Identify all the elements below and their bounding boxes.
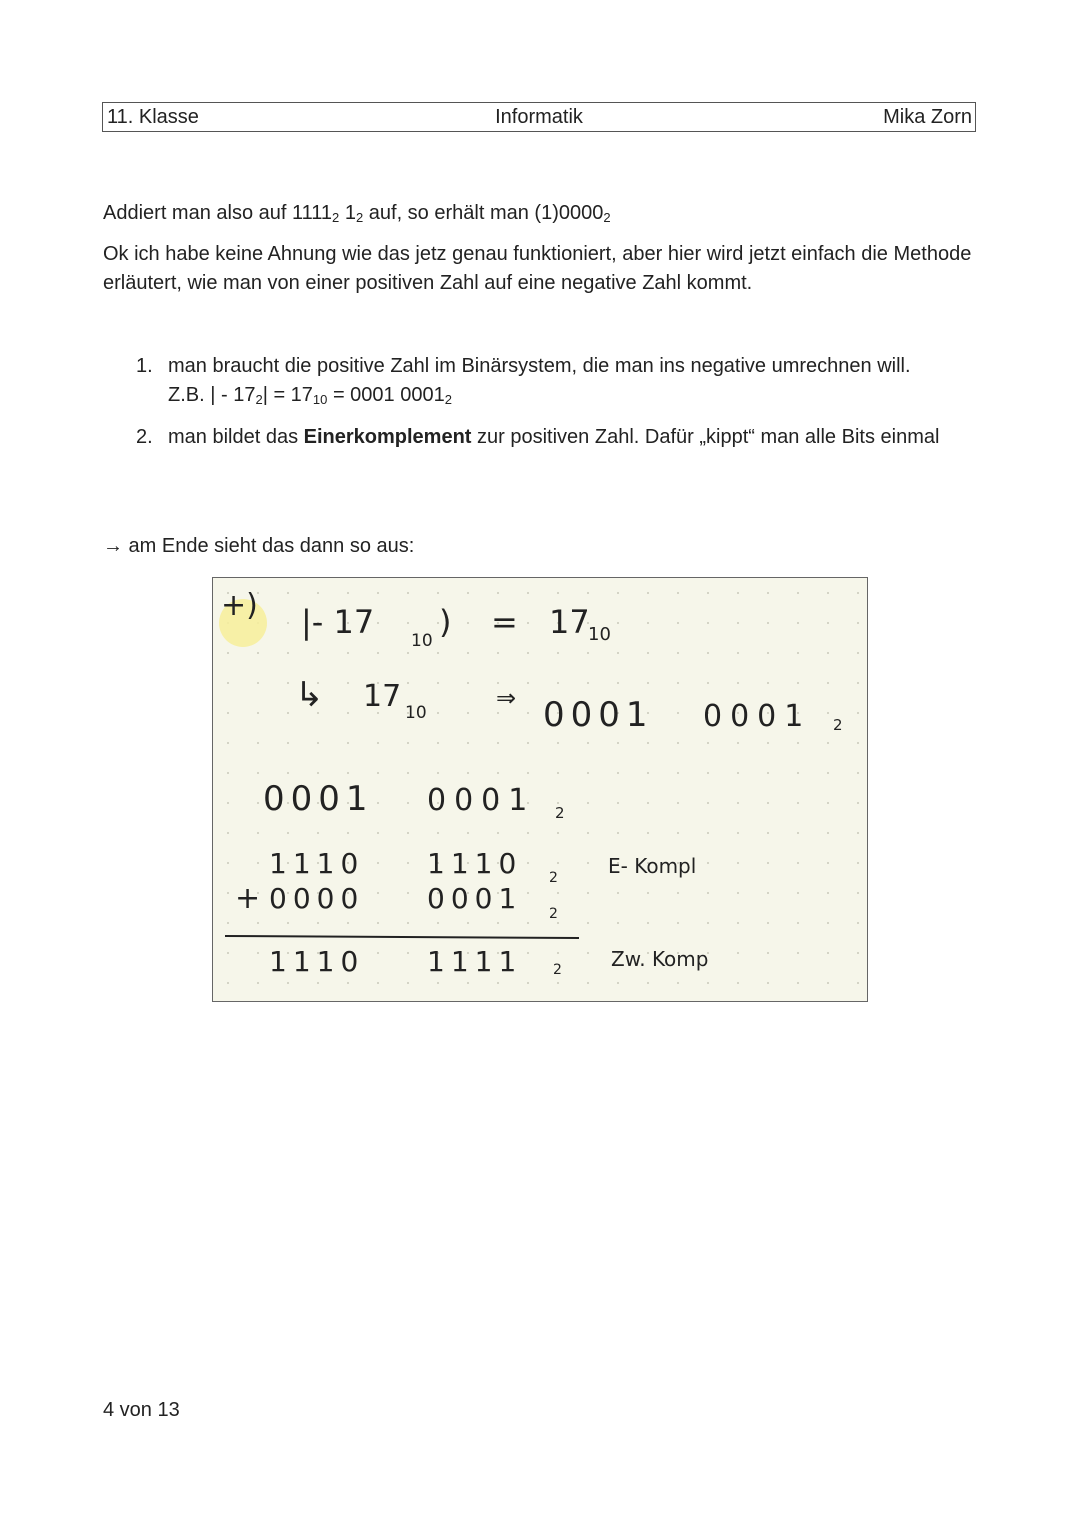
abs-close: ): [439, 603, 452, 641]
value-17: 17: [363, 679, 402, 714]
twos-complement-label: Zw. Komp: [611, 947, 709, 971]
step-1-example: Z.B. | - $17_2| = 17_{10} = 0001$ $0001_2$: [168, 384, 452, 407]
result-sub: 2: [553, 962, 562, 978]
addend-low: 0001: [427, 882, 523, 915]
intro-paragraph: Ok ich habe keine Ahnung wie das jetz genau funktioniert, aber hier wird jetzt einfach die Methode erläutert, wie man von einer positiven Zahl auf eine negative Zahl kommt.: [103, 243, 972, 294]
ones-high: 1110: [269, 847, 365, 880]
page-header: [102, 102, 976, 132]
handwritten-sketch: [212, 577, 868, 1002]
step-2: 2. man bildet das Einerkomplement zur positiven Zahl. Dafür „kippt“ man alle Bits einmal: [136, 423, 976, 452]
plus-sign: +: [235, 881, 261, 916]
page-number: 4 von 13: [103, 1399, 180, 1421]
implies-arrow: ⇒: [496, 684, 517, 712]
binary-low: 0001: [703, 699, 812, 734]
step-2-text: man bildet das Einerkomplement zur positiven Zahl. Dafür „kippt“ man alle Bits einmal: [168, 426, 940, 448]
input-high: 0001: [263, 779, 374, 819]
step-1-text: man braucht die positive Zahl im Binärsystem, die man ins negative umrechnen will.: [168, 355, 911, 377]
addend-high: 0000: [269, 882, 365, 915]
arrow-mark: ↳: [295, 675, 324, 715]
result-17: 17: [549, 603, 590, 641]
result-17-sub: 10: [588, 624, 611, 645]
binary-high: 0001: [543, 695, 654, 735]
result-low: 1111: [427, 945, 523, 978]
binary-sub: 2: [833, 716, 843, 734]
header-subject: Informatik: [495, 106, 583, 128]
plus-mark: +): [221, 588, 258, 623]
header-author: Mika Zorn: [883, 106, 972, 128]
value-17-sub: 10: [405, 703, 427, 723]
addend-sub: 2: [549, 906, 558, 922]
input-low: 0001: [427, 783, 536, 818]
ones-complement-label: E- Kompl: [608, 854, 697, 878]
steps-list: [136, 352, 976, 452]
equals-sign: =: [491, 603, 518, 641]
header-class: 11. Klasse: [107, 106, 199, 128]
ones-low: 1110: [427, 847, 523, 880]
intro-line: Addiert man also auf $1111_2$ $1_2$ auf, so erhält man $(1)0000_2$: [103, 202, 611, 225]
ones-sub: 2: [549, 870, 558, 886]
step-1: 1. man braucht die positive Zahl im Binärsystem, die man ins negative umrechnen will. Z.B. | - $17_2| = 17_{10} = 0001$ $0001_2$: [136, 352, 976, 410]
result-high: 1110: [269, 945, 365, 978]
summary-note: → am Ende sieht das dann so aus:: [103, 535, 415, 557]
abs-sub: 10: [411, 631, 433, 651]
input-sub: 2: [555, 804, 565, 822]
abs-expression: |- 17: [301, 603, 375, 641]
sketch-canvas: [213, 578, 867, 1001]
